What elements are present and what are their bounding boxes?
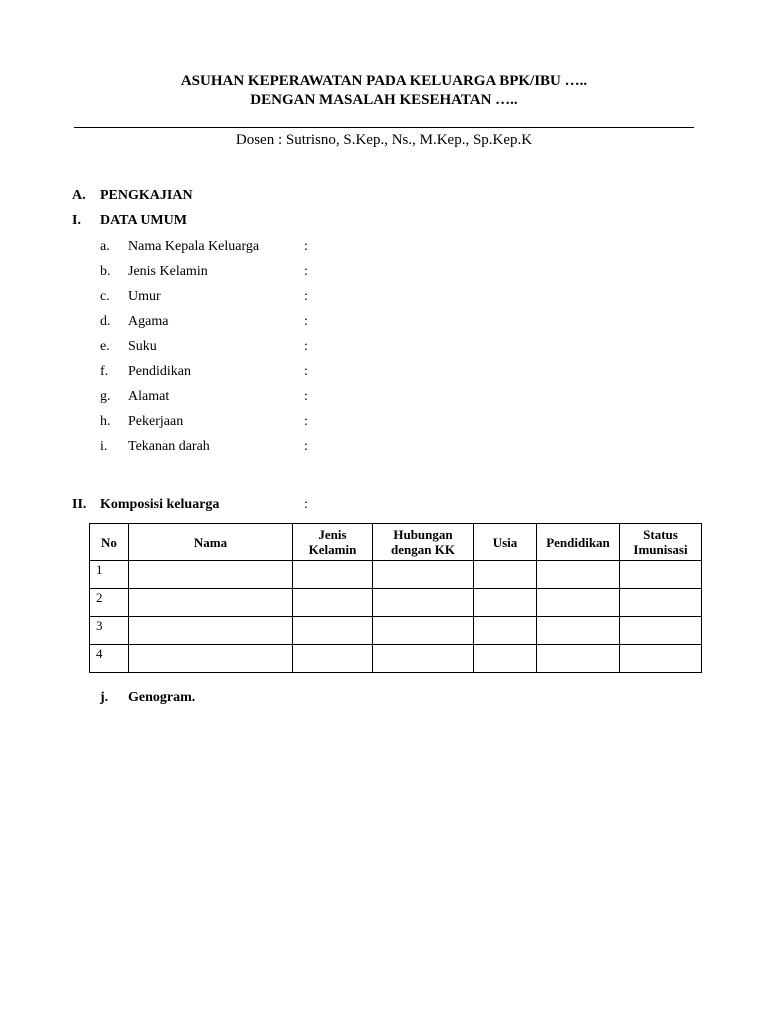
nama-cell (129, 589, 293, 617)
usia-cell (474, 561, 537, 589)
header-nama: Nama (129, 524, 293, 561)
item-label: Pendidikan (128, 364, 191, 379)
item-letter: e. (100, 339, 110, 354)
status-imunisasi-cell (620, 589, 702, 617)
section-ii-title: Komposisi keluarga (100, 497, 220, 512)
item-letter: d. (100, 314, 111, 329)
usia-cell (474, 645, 537, 673)
nama-cell (129, 561, 293, 589)
document-title-line-1: ASUHAN KEPERAWATAN PADA KELUARGA BPK/IBU ….. (180, 73, 588, 89)
header-status-imunisasi: Status Imunisasi (620, 524, 702, 561)
item-label: Alamat (128, 389, 170, 404)
nama-cell (129, 645, 293, 673)
title-divider (74, 127, 694, 128)
data-umum-item (0, 363, 768, 381)
document-title-line-2: DENGAN MASALAH KESEHATAN ….. (250, 92, 518, 108)
genogram-letter: j. (100, 690, 109, 705)
pendidikan-cell (537, 561, 620, 589)
item-label: Nama Kepala Keluarga (128, 239, 260, 254)
jenis-kelamin-cell (293, 561, 373, 589)
jenis-kelamin-cell (293, 645, 373, 673)
item-colon: : (304, 389, 308, 404)
genogram-title: Genogram. (128, 690, 196, 705)
hubungan-cell (373, 617, 474, 645)
pendidikan-cell (537, 617, 620, 645)
data-umum-item (0, 313, 768, 331)
table-header-row (90, 524, 702, 561)
data-umum-item (0, 388, 768, 406)
data-umum-item (0, 288, 768, 306)
table-row (90, 645, 702, 673)
hubungan-cell (373, 589, 474, 617)
item-colon: : (304, 439, 308, 454)
section-ii-letter: II. (72, 497, 87, 512)
pendidikan-cell (537, 589, 620, 617)
komposisi-keluarga-table (89, 523, 702, 673)
data-umum-item (0, 263, 768, 281)
section-a-title: PENGKAJIAN (100, 188, 193, 203)
item-colon: : (304, 239, 308, 254)
item-label: Agama (128, 314, 169, 329)
item-letter: f. (100, 364, 109, 379)
status-imunisasi-cell (620, 561, 702, 589)
data-umum-item (0, 438, 768, 456)
item-colon: : (304, 364, 308, 379)
header-usia: Usia (474, 524, 537, 561)
section-ii-colon: : (304, 497, 308, 512)
status-imunisasi-cell (620, 645, 702, 673)
dosen-line: Dosen : Sutrisno, S.Kep., Ns., M.Kep., Sp.Kep.K (235, 132, 533, 148)
item-label: Tekanan darah (128, 439, 210, 454)
item-letter: h. (100, 414, 111, 429)
item-label: Jenis Kelamin (128, 264, 208, 279)
data-umum-item (0, 338, 768, 356)
row-number: 3 (90, 617, 129, 645)
header-hubungan-dengan-kk: Hubungan dengan KK (373, 524, 474, 561)
jenis-kelamin-cell (293, 589, 373, 617)
item-letter: b. (100, 264, 111, 279)
jenis-kelamin-cell (293, 617, 373, 645)
usia-cell (474, 589, 537, 617)
item-letter: c. (100, 289, 110, 304)
item-colon: : (304, 339, 308, 354)
section-i-title: DATA UMUM (100, 213, 187, 228)
item-letter: a. (100, 239, 110, 254)
section-a-letter: A. (72, 188, 86, 203)
header-no: No (90, 524, 129, 561)
item-label: Suku (128, 339, 157, 354)
row-number: 2 (90, 589, 129, 617)
item-colon: : (304, 289, 308, 304)
item-letter: i. (100, 439, 108, 454)
pendidikan-cell (537, 645, 620, 673)
item-letter: g. (100, 389, 111, 404)
nama-cell (129, 617, 293, 645)
item-label: Umur (128, 289, 161, 304)
usia-cell (474, 617, 537, 645)
item-colon: : (304, 414, 308, 429)
row-number: 4 (90, 645, 129, 673)
data-umum-item (0, 413, 768, 431)
table-row (90, 561, 702, 589)
hubungan-cell (373, 645, 474, 673)
hubungan-cell (373, 561, 474, 589)
section-i-letter: I. (72, 213, 81, 228)
row-number: 1 (90, 561, 129, 589)
data-umum-item (0, 238, 768, 256)
item-colon: : (304, 314, 308, 329)
item-colon: : (304, 264, 308, 279)
status-imunisasi-cell (620, 617, 702, 645)
header-pendidikan: Pendidikan (537, 524, 620, 561)
header-jenis-kelamin: Jenis Kelamin (293, 524, 373, 561)
table-row (90, 589, 702, 617)
table-row (90, 617, 702, 645)
item-label: Pekerjaan (128, 414, 184, 429)
